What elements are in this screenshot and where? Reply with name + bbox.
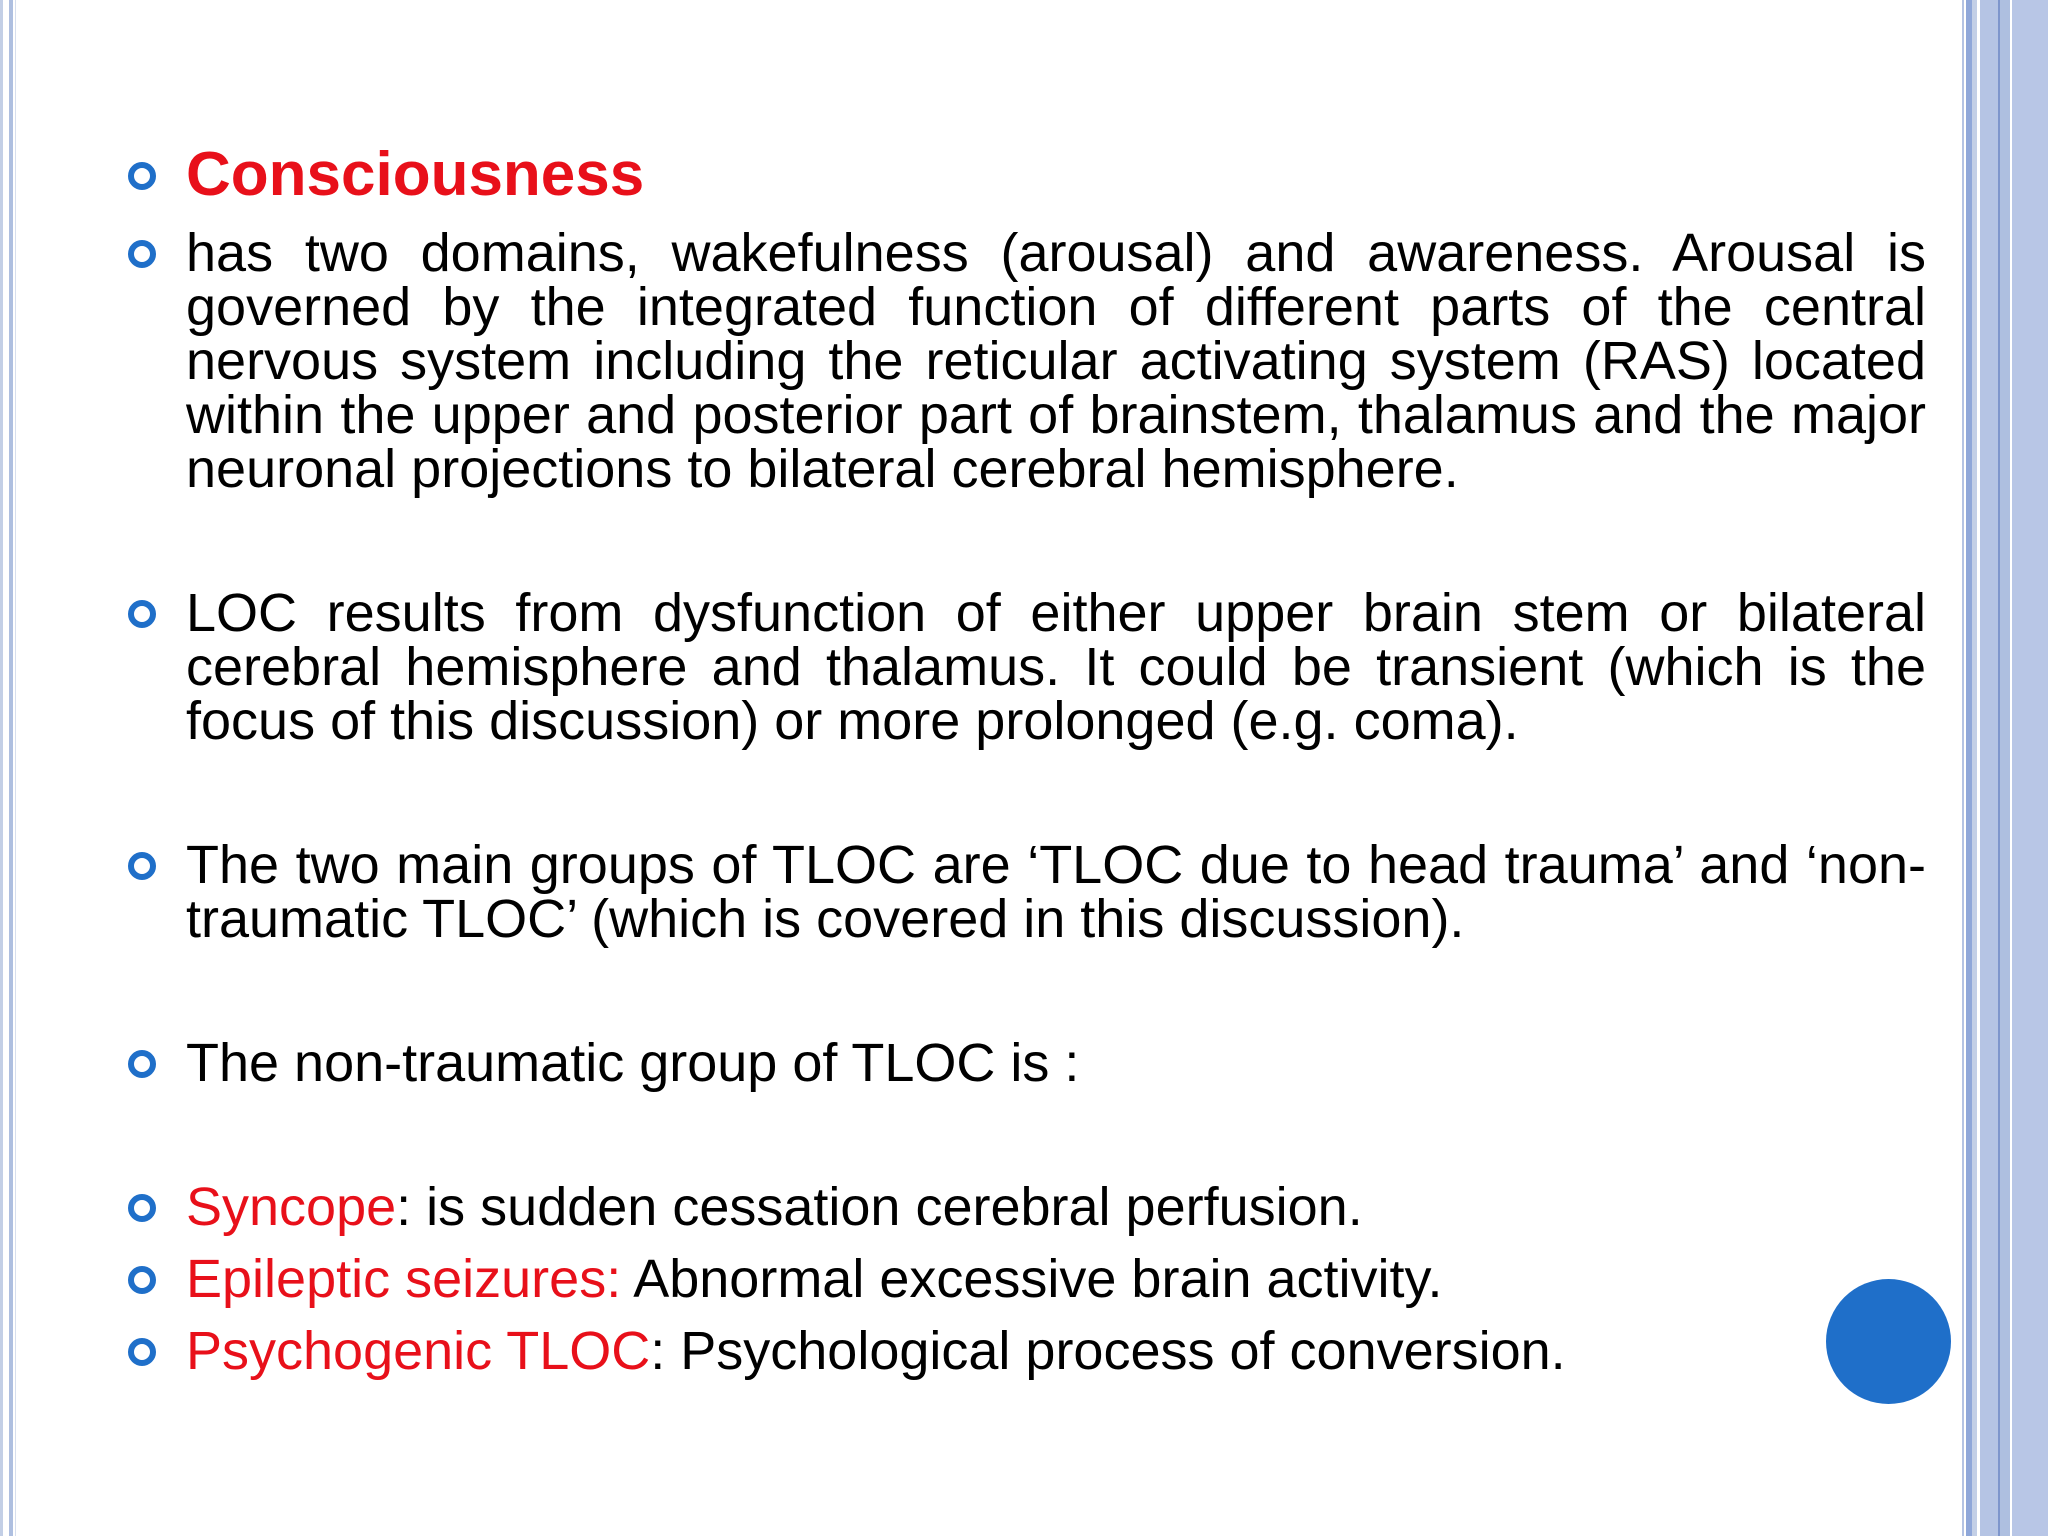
paragraph-nontraumatic	[126, 1033, 1926, 1093]
paragraph-domains	[126, 223, 1926, 499]
list-item-psychogenic	[126, 1321, 1926, 1381]
paragraph-loc	[126, 583, 1926, 751]
list-item-epileptic	[126, 1249, 1926, 1309]
list-desc: Abnormal excessive brain activity.	[621, 1249, 1443, 1309]
list-term: Epileptic seizures:	[186, 1249, 622, 1309]
hollow-circle-bullet-icon	[128, 1338, 156, 1366]
right-border-stripe	[2012, 0, 2048, 1536]
hollow-circle-bullet-icon	[128, 240, 156, 268]
left-border-line	[9, 0, 13, 1536]
left-border-line	[15, 0, 16, 1536]
list-term: Psychogenic TLOC	[186, 1321, 651, 1381]
hollow-circle-bullet-icon	[128, 1050, 156, 1078]
heading-item	[126, 140, 1926, 209]
paragraph-text: The non-traumatic group of TLOC is :	[186, 1033, 1080, 1093]
right-border-stripe	[2000, 0, 2010, 1536]
hollow-circle-bullet-icon	[128, 852, 156, 880]
hollow-circle-bullet-icon	[128, 1266, 156, 1294]
paragraph-text: LOC results from dysfunction of either upper brain stem or bilateral cerebral hemisphere and thalamus. It could be transient (which is the focus of this discussion) or more prolonged (e.g. coma).	[186, 583, 1926, 751]
right-border-stripe	[1972, 0, 1977, 1536]
hollow-circle-bullet-icon	[128, 162, 156, 190]
paragraph-text: The two main groups of TLOC are ‘TLOC due to head trauma’ and ‘non-traumatic TLOC’ (which is covered in this discussion).	[186, 835, 1926, 949]
slide-heading: Consciousness	[186, 140, 645, 209]
list-desc: : Psychological process of conversion.	[650, 1321, 1566, 1381]
hollow-circle-bullet-icon	[128, 1194, 156, 1222]
right-border-stripe	[1980, 0, 1998, 1536]
list-item-syncope	[126, 1177, 1926, 1237]
paragraph-groups	[126, 835, 1926, 949]
hollow-circle-bullet-icon	[128, 600, 156, 628]
list-term: Syncope	[186, 1177, 397, 1237]
paragraph-text: has two domains, wakefulness (arousal) and awareness. Arousal is governed by the integrated function of different parts of the central nervous system including the reticular activating system (RAS) located within the upper and posterior part of brainstem, thalamus and the major neuronal projections to bilateral cerebral hemisphere.	[186, 223, 1926, 499]
right-border-stripe	[1962, 0, 1964, 1536]
left-border-line	[0, 0, 3, 1536]
slide-content	[126, 140, 1926, 1381]
list-desc: : is sudden cessation cerebral perfusion.	[396, 1177, 1363, 1237]
